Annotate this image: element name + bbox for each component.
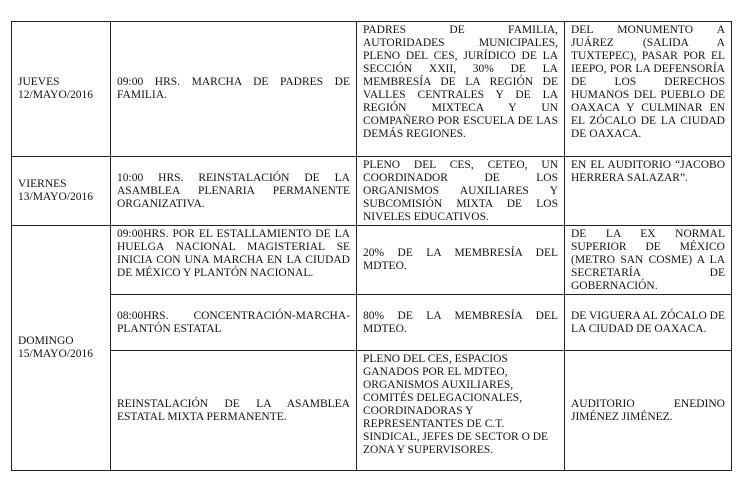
place-cell: AUDITORIO ENEDINO JIMÉNEZ JIMÉNEZ.	[565, 351, 732, 471]
day-cell: JUEVES 12/MAYO/2016	[12, 22, 111, 157]
place-cell: EN EL AUDITORIO “JACOBO HERRERA SALAZAR”.	[565, 157, 732, 226]
table-row	[12, 226, 732, 295]
participants-cell: 20% DE LA MEMBRESÍA DEL MDTEO.	[357, 226, 565, 295]
place-cell: DEL MONUMENTO A JUÁREZ (SALIDA A TUXTEPEC), PASAR POR EL IEEPO, POR LA DEFENSORÍA DE LOS DERECHOS HUMANOS DEL PUEBLO DE OAXACA Y CULMINAR EN EL ZÓCALO DE LA CIUDAD DE OAXACA.	[565, 22, 732, 157]
participants-cell: PLENO DEL CES, ESPACIOS GANADOS POR EL MDTEO, ORGANISMOS AUXILIARES, COMITÉS DELEGACIONALES, COORDINADORAS Y REPRESENTANTES DE C.T. SINDICAL, JEFES DE SECTOR O DE ZONA Y SUPERVISORES.	[357, 351, 565, 471]
table-row	[12, 157, 732, 226]
table-row	[12, 22, 732, 157]
activity-cell: 09:00 HRS. MARCHA DE PADRES DE FAMILIA.	[111, 22, 357, 157]
activity-cell: 08:00HRS. CONCENTRACIÓN-MARCHA-PLANTÓN ESTATAL	[111, 295, 357, 351]
day-cell: VIERNES 13/MAYO/2016	[12, 157, 111, 226]
schedule-table	[11, 21, 732, 471]
participants-cell: 80% DE LA MEMBRESÍA DEL MDTEO.	[357, 295, 565, 351]
day-cell: DOMINGO 15/MAYO/2016	[12, 226, 111, 471]
activity-cell: REINSTALACIÓN DE LA ASAMBLEA ESTATAL MIXTA PERMANENTE.	[111, 351, 357, 471]
table-row	[12, 295, 732, 351]
activity-cell: 10:00 HRS. REINSTALACIÓN DE LA ASAMBLEA PLENARIA PERMANENTE ORGANIZATIVA.	[111, 157, 357, 226]
place-cell: DE VIGUERA AL ZÓCALO DE LA CIUDAD DE OAXACA.	[565, 295, 732, 351]
activity-cell: 09:00HRS. POR EL ESTALLAMIENTO DE LA HUELGA NACIONAL MAGISTERIAL SE INICIA CON UNA MARCHA EN LA CIUDAD DE MÉXICO Y PLANTÓN NACIONAL.	[111, 226, 357, 295]
participants-cell: PLENO DEL CES, CETEO, UN COORDINADOR DE LOS ORGANISMOS AUXILIARES Y SUBCOMISIÓN MIXTA DE LOS NIVELES EDUCATIVOS.	[357, 157, 565, 226]
place-cell: DE LA EX NORMAL SUPERIOR DE MÉXICO (METRO SAN COSME) A LA SECRETARÍA DE GOBERNACIÓN.	[565, 226, 732, 295]
table-row	[12, 351, 732, 471]
participants-cell: PADRES DE FAMILIA, AUTORIDADES MUNICIPALES, PLENO DEL CES, JURÍDICO DE LA SECCIÓN XXII, 30% DE LA MEMBRESÍA DE LA REGIÓN DE VALLES CENTRALES Y DE LA REGIÓN MIXTECA Y UN COMPAÑERO POR ESCUELA DE LAS DEMÁS REGIONES.	[357, 22, 565, 157]
